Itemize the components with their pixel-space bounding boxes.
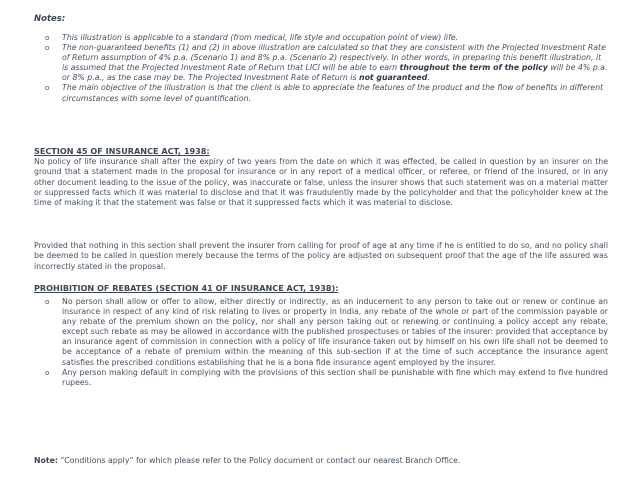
- section45-proviso-paragraph: Provided that nothing in this section shall prevent the insurer from calling for proof of age at any time if he is entitled to do so, and no policy shall be deemed to be called in question merely because the terms of the policy are adjusted on subsequent proof that the age of the life assured was incorrectly stated in the proposal.: [34, 241, 608, 271]
- notes-item-main-objective: o The main objective of the illustration is that the client is able to appreciate the features of the product and the flow of benefits in different circumstances with some level of quantification.: [34, 83, 608, 103]
- notes-item-standard-life: o This illustration is applicable to a standard (from medical, life style and occupation point of view) life.: [34, 33, 608, 43]
- rebates-heading: PROHIBITION OF REBATES (SECTION 41 OF INSURANCE ACT, 1938):: [34, 283, 339, 293]
- rebates-item-no-rebate: o No person shall allow or offer to allow, either directly or indirectly, as an inducement to any person to take out or renew or continue an insurance in respect of any kind of risk relating to lives or property in India, any rebate of the whole or part of the commission payable or any rebate of the premium shown on the policy, nor shall any person taking out or renewing or continuing a policy accept any rebate, except such rebate as may be allowed in accordance with the published prospectuses or tables of the insurer: provided that acceptance by an insurance agent of commission in connection with a policy of life insurance taken out by himself on his own life shall not be deemed to be acceptance of a rebate of premium within the meaning of this sub-section if at the time of such acceptance the insurance agent satisfies the prescribed conditions establishing that he is a bona fide insurance agent employed by the insurer.: [34, 297, 608, 368]
- notes-item-2-text-c: .: [427, 73, 430, 83]
- notes-item-2-text-b: will be 4% p.a. or 8% p.a., as the case may be. The Projected Investment Rate of Return is: [62, 63, 608, 83]
- notes-item-non-guaranteed-benefits: [34, 43, 608, 83]
- notes-list: [34, 33, 608, 104]
- footer-note-text: “Conditions apply” for which please refer to the Policy document or contact our nearest Branch Office.: [58, 456, 461, 465]
- notes-item-2-bold-term: throughout the term of the policy: [399, 63, 548, 73]
- footer-note-label: Note:: [34, 456, 59, 465]
- notes-title: Notes:: [34, 14, 66, 24]
- notes-item-2-text-a: The non-guaranteed benefits (1) and (2) in above illustration are calculated so that they are consistent with the Projected Investment Rate of Return assumption of 4% p.a. (Scenario 1) and 8% p.a. (Scenario 2) respectively. In other words, in preparing this benefit illustration, it is assumed that the Projected Investment Rate of Return that LICI will be able to earn: [62, 43, 606, 73]
- section45-paragraph: No policy of life insurance shall after the expiry of two years from the date on which it was effected, be called in question by an insurer on the ground that a statement made in the proposal for insurance or in any report of a medical officer, or referee, or friend of the insured, or in any other document leading to the issue of the policy, was inaccurate or false, unless the insurer shows that such statement was on a material matter or suppressed facts which it was material to disclose and that it was fraudulently made by the policyholder and that the policyholder knew at the time of making it that the statement was false or that it suppressed facts which it was material to disclose.: [34, 157, 608, 208]
- notes-item-2-bold-not-guaranteed: not guaranteed: [359, 73, 428, 83]
- footer-note: [34, 456, 460, 465]
- rebates-item-penalty: o Any person making default in complying with the provisions of this section shall be punishable with fine which may extend to five hundred rupees.: [34, 368, 608, 388]
- section45-heading: SECTION 45 OF INSURANCE ACT, 1938:: [34, 146, 210, 156]
- rebates-list: [34, 297, 608, 388]
